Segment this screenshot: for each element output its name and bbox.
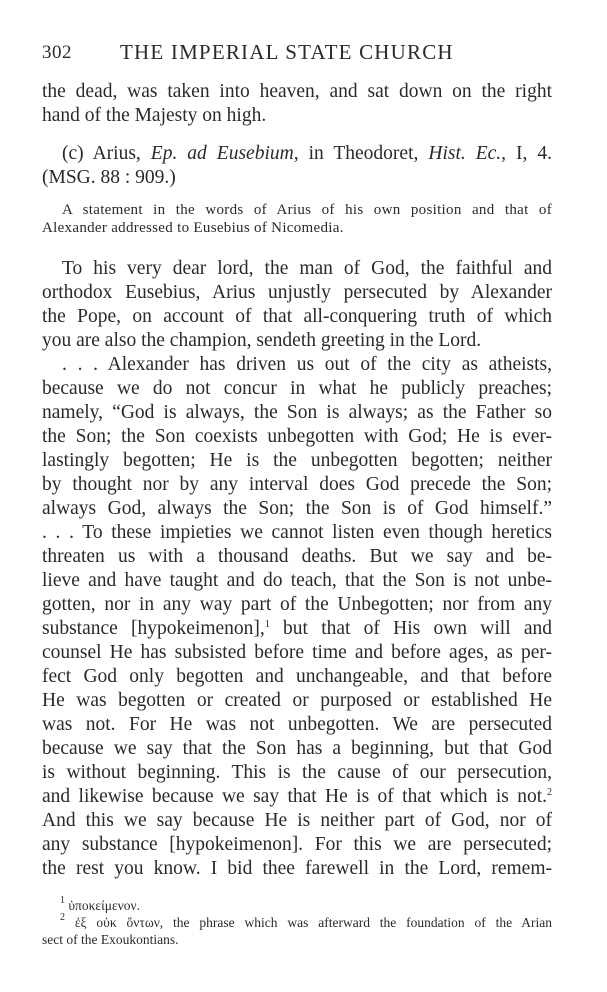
- citation-line: [62, 142, 552, 166]
- footnote-ref[interactable]: 1: [264, 619, 270, 630]
- body-line: you are also the champion, sendeth greeting in the Lord.: [42, 330, 482, 351]
- body-line: fect God only begotten and unchangeable, and that before: [42, 666, 552, 687]
- running-title: THE IMPERIAL STATE CHURCH: [120, 40, 454, 64]
- footnote-text: ἐξ οὐκ ὄντων, the phrase which was afterward the foundation of the Arian: [74, 915, 552, 930]
- body-line: [42, 785, 552, 809]
- citation-work: Ep. ad Eusebium,: [150, 143, 299, 164]
- body-line: To his very dear lord, the man of God, the faithful and: [62, 258, 552, 279]
- footnote-1: [60, 897, 552, 914]
- text-line: hand of the Majesty on high.: [42, 105, 267, 126]
- body-text: but that of His own will and: [283, 618, 552, 639]
- citation-source: Hist. Ec.,: [428, 143, 507, 164]
- body-line: because we say that the Son has a beginning, but that God: [42, 738, 552, 759]
- body-line: was not. For He was not unbegotten. We are persecuted: [42, 714, 552, 735]
- body-line: . . . Alexander has driven us out of the city as atheists,: [62, 354, 552, 375]
- citation-author: Arius,: [92, 143, 141, 164]
- body-line: because we do not concur in what he publicly preaches;: [42, 378, 552, 399]
- body-line: lastingly begotten; He is the unbegotten begotten; neither: [42, 450, 552, 471]
- footnote-ref[interactable]: 2: [547, 787, 552, 798]
- body-line: counsel He has subsisted before time and before ages, as per-: [42, 642, 552, 663]
- citation-in: in Theodoret,: [308, 143, 419, 164]
- page-header: [42, 40, 562, 66]
- footnote-marker: 2: [60, 912, 65, 923]
- body-line: always God, always the Son; the Son is of God himself.”: [42, 498, 552, 519]
- body-line: [42, 617, 552, 641]
- body-line: the Pope, on account of that all-conquering truth of which: [42, 306, 552, 327]
- body-line: by thought nor by any interval does God precede the Son;: [42, 474, 552, 495]
- citation-marker: (c): [62, 143, 84, 164]
- summary-line: Alexander addressed to Eusebius of Nicomedia.: [42, 220, 344, 236]
- body-line: He was begotten or created or purposed or established He: [42, 690, 552, 711]
- footnote-2: [60, 914, 552, 931]
- body-line: threaten us with a thousand deaths. But we say and be-: [42, 546, 552, 567]
- body-line: namely, “God is always, the Son is always; as the Father so: [42, 402, 552, 423]
- body-line: any substance [hypokeimenon]. For this we are persecuted;: [42, 834, 552, 855]
- body-line: is without beginning. This is the cause of our persecution,: [42, 762, 552, 783]
- body-text: and likewise because we say that He is of that which is not.: [42, 786, 547, 807]
- body-line: the rest you know. I bid thee farewell in the Lord, remem-: [42, 858, 552, 879]
- summary-line: A statement in the words of Arius of his own position and that of: [62, 202, 552, 218]
- body-line: the Son; the Son coexists unbegotten with God; He is ever-: [42, 426, 552, 447]
- body-line: lieve and have taught and do teach, that the Son is not unbe-: [42, 570, 552, 591]
- body-line: . . . To these impieties we cannot listen even though heretics: [42, 522, 552, 543]
- footnote-2-continuation: sect of the Exoukontians.: [42, 932, 179, 947]
- citation-reference: I, 4.: [516, 143, 553, 164]
- footnote-marker: 1: [60, 895, 65, 906]
- body-line: orthodox Eusebius, Arius unjustly persecuted by Alexander: [42, 282, 552, 303]
- citation-line-2: (MSG. 88 : 909.): [42, 167, 176, 188]
- footnote-text: ὑποκείμενον.: [68, 898, 140, 913]
- page-number: 302: [42, 42, 72, 63]
- body-line: And this we say because He is neither part of God, nor of: [42, 810, 552, 831]
- text-line: the dead, was taken into heaven, and sat down on the right: [42, 81, 552, 102]
- body-line: gotten, nor in any way part of the Unbegotten; nor from any: [42, 594, 552, 615]
- body-text: substance [hypokeimenon],: [42, 618, 265, 639]
